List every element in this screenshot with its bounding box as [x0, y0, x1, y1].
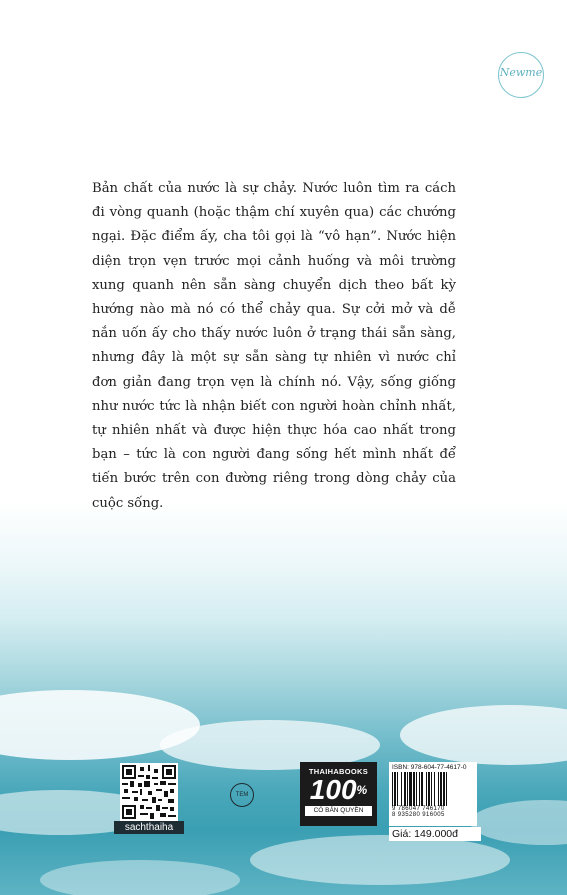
qr-code: [120, 763, 178, 821]
qr-label: sachthaiha: [114, 821, 184, 834]
badge-number: [302, 776, 375, 804]
tem-stamp: TEM: [230, 783, 254, 807]
publisher-logo-text: Newme: [499, 66, 543, 79]
barcode-number-bottom: 8 935280 916005: [392, 812, 445, 818]
barcode-bars: [392, 772, 474, 806]
badge-percent: %: [356, 783, 368, 797]
publisher-logo: [498, 52, 544, 98]
cloud-shape: [400, 705, 567, 765]
blurb-text: Bản chất của nước là sự chảy. Nước luôn tìm ra cách đi vòng quanh (hoặc thậm chí xuyên qua) các chướng ngại. Đặc điểm ấy, cha tôi gọi là “vô hạn”. Nước hiện diện trọn vẹn trước mọi cảnh huống và môi trường xung quanh nên sẵn sàng chuyển dịch theo bất kỳ hướng nào mà nó có thể chảy qua. Sự cởi mở và dễ nắn uốn ấy cho thấy nước luôn ở trạng thái sẵn sàng, nhưng đây là một sự sẵn sàng tự nhiên vì nước chỉ đơn giản đang trọn vẹn là chính nó. Vậy, sống giống như nước tức là nhận biết con người hoàn chỉnh nhất, tự nhiên nhất và được hiện thực hóa cao nhất trong bạn – tức là con người đang sống hết mình nhất để tiến bước trên con đường riêng trong dòng chảy của cuộc sống.: [92, 181, 456, 511]
barcode-stripe: [447, 772, 448, 806]
cloud-shape: [40, 860, 240, 895]
copyright-badge: [300, 762, 377, 826]
badge-number-value: 100: [309, 774, 357, 805]
price-label: Giá: 149.000đ: [389, 827, 481, 841]
badge-caption: CÓ BẢN QUYỀN: [305, 806, 372, 816]
cloud-shape: [250, 835, 510, 885]
cloud-shape: [470, 800, 567, 845]
barcode: [389, 762, 477, 826]
qr-code-icon: [122, 765, 176, 819]
barcode-number-top: 9 786047 746170: [392, 806, 445, 812]
badge-brand: THAIHABOOKS: [308, 767, 369, 776]
isbn-text: ISBN: 978-604-77-4617-0: [392, 764, 467, 771]
